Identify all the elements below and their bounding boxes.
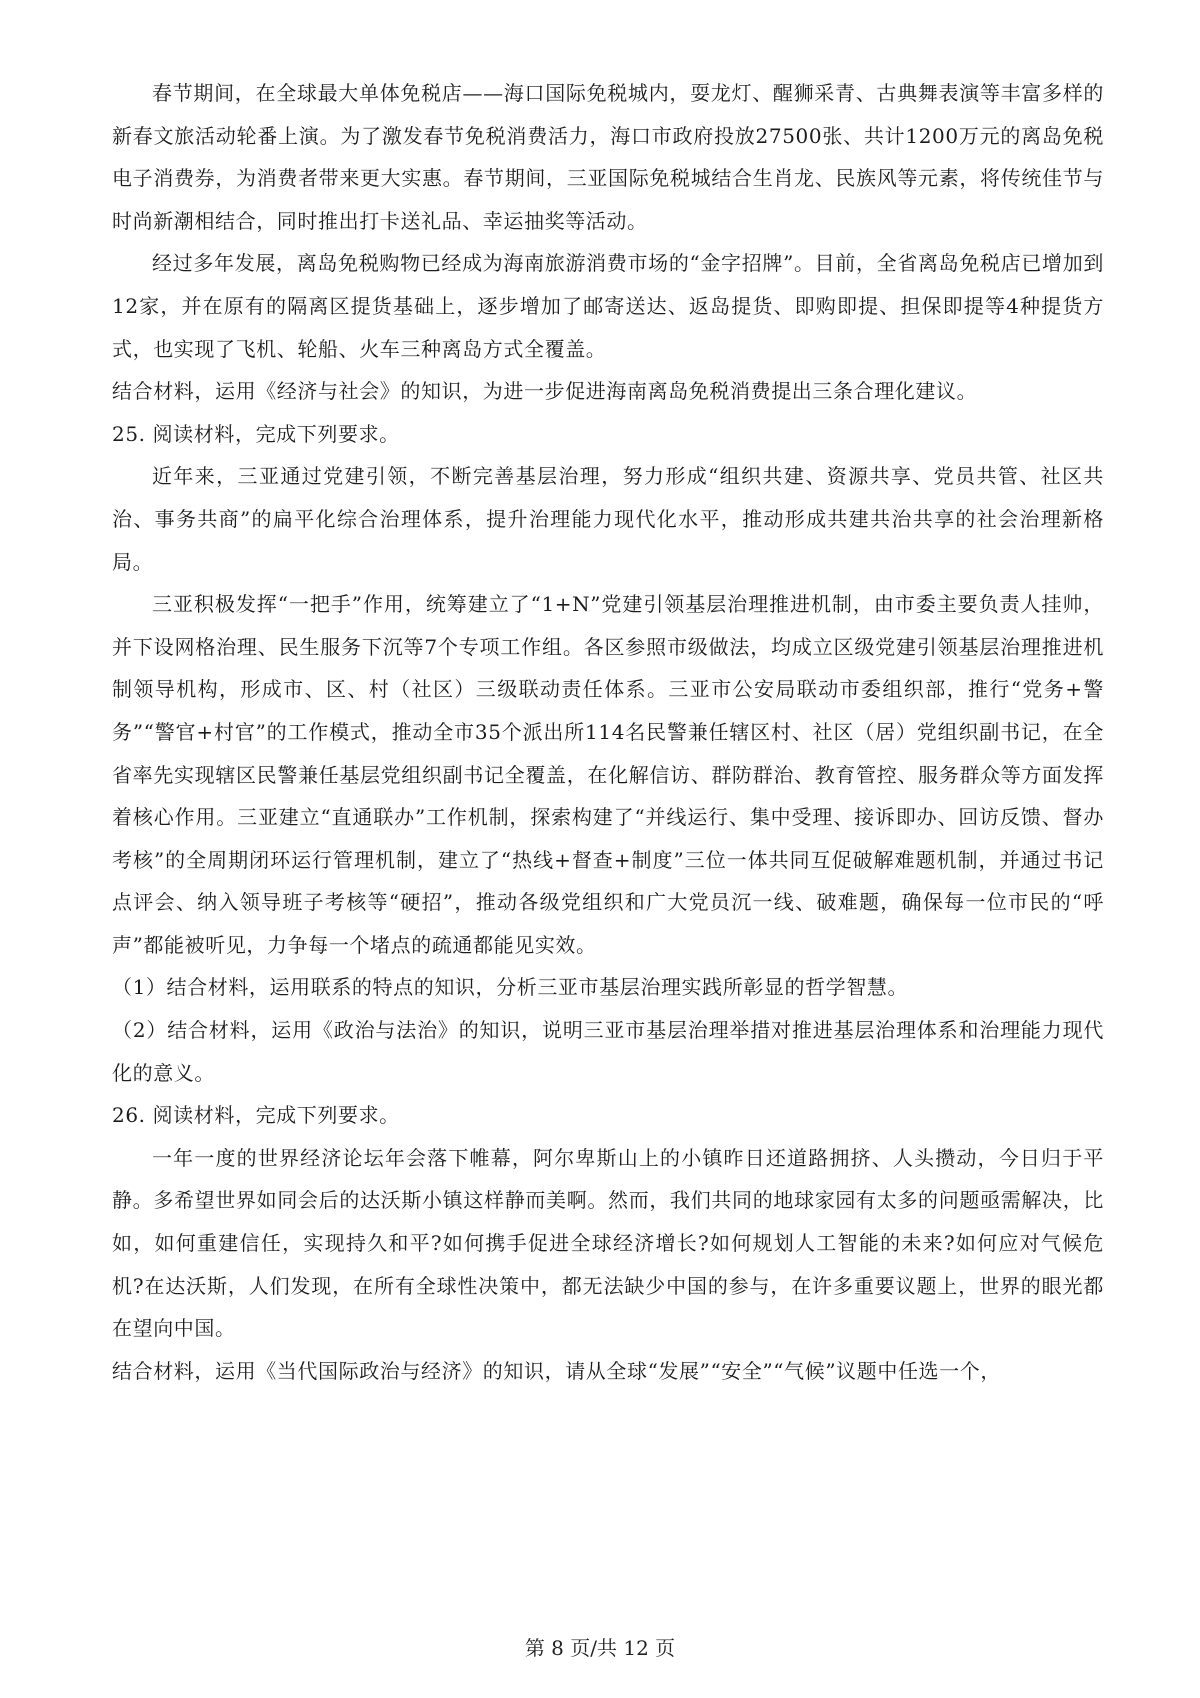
- page-content: [112, 72, 1104, 1392]
- q25-heading: 25. 阅读材料，完成下列要求。: [112, 421, 400, 446]
- q25-material-paragraph-2: 三亚积极发挥“一把手”作用，统筹建立了“1+N”党建引领基层治理推进机制，由市委主要负责人挂帅，并下设网格治理、民生服务下沉等7个专项工作组。各区参照市级做法，均成立区级党建引领基层治理推进机制领导机构，形成市、区、村（社区）三级联动责任体系。三亚市公安局联动市委组织部，推行“党务+警务”“警官+村官”的工作模式，推动全市35个派出所114名民警兼任辖区村、社区（居）党组织副书记，在全省率先实现辖区民警兼任基层党组织副书记全覆盖，在化解信访、群防群治、教育管控、服务群众等方面发挥着核心作用。三亚建立“直通联办”工作机制，探索构建了“并线运行、集中受理、接诉即办、回访反馈、督办考核”的全周期闭环运行管理机制，建立了“热线+督查+制度”三位一体共同互促破解难题机制，并通过书记点评会、纳入领导班子考核等“硬招”，推动各级党组织和广大党员沉一线、破难题，确保每一位市民的“呼声”都能被听见，力争每一个堵点的疏通都能见实效。: [112, 592, 1104, 957]
- q24-material-paragraph-2: 经过多年发展，离岛免税购物已经成为海南旅游消费市场的“金字招牌”。目前，全省离岛免税店已增加到12家，并在原有的隔离区提货基础上，逐步增加了邮寄送达、返岛提货、即购即提、担保即提等4种提货方式，也实现了飞机、轮船、火车三种离岛方式全覆盖。: [112, 251, 1104, 361]
- q24-question: 结合材料，运用《经济与社会》的知识，为进一步促进海南离岛免税消费提出三条合理化建议。: [112, 379, 978, 404]
- q25-material-paragraph-1: 近年来，三亚通过党建引领，不断完善基层治理，努力形成“组织共建、资源共享、党员共管、社区共治、事务共商”的扁平化综合治理体系，提升治理能力现代化水平，推动形成共建共治共享的社会治理新格局。: [112, 464, 1104, 574]
- page-footer: 第 8 页/共 12 页: [524, 1636, 676, 1660]
- q25-question-1: （1）结合材料，运用联系的特点的知识，分析三亚市基层治理实践所彰显的哲学智慧。: [112, 975, 909, 1000]
- q26-question: 结合材料，运用《当代国际政治与经济》的知识，请从全球“发展”“安全”“气候”议题中任选一个，: [112, 1358, 1001, 1383]
- q24-material-paragraph-1: 春节期间，在全球最大单体免税店——海口国际免税城内，耍龙灯、醒狮采青、古典舞表演等丰富多样的新春文旅活动轮番上演。为了激发春节免税消费活力，海口市政府投放27500张、共计1200万元的离岛免税电子消费券，为消费者带来更大实惠。春节期间，三亚国际免税城结合生肖龙、民族风等元素，将传统佳节与时尚新潮相结合，同时推出打卡送礼品、幸运抽奖等活动。: [112, 81, 1104, 233]
- q26-heading: 26. 阅读材料，完成下列要求。: [112, 1103, 400, 1128]
- q26-material-paragraph-1: 一年一度的世界经济论坛年会落下帷幕，阿尔卑斯山上的小镇昨日还道路拥挤、人头攒动，今日归于平静。多希望世界如同会后的达沃斯小镇这样静而美啊。然而，我们共同的地球家园有太多的问题亟需解决，比如，如何重建信任，实现持久和平?如何携手促进全球经济增长?如何规划人工智能的未来?如何应对气候危机?在达沃斯，人们发现，在所有全球性决策中，都无法缺少中国的参与，在许多重要议题上，世界的眼光都在望向中国。: [112, 1145, 1104, 1341]
- q25-question-2: （2）结合材料，运用《政治与法治》的知识，说明三亚市基层治理举措对推进基层治理体系和治理能力现代化的意义。: [112, 1018, 1104, 1085]
